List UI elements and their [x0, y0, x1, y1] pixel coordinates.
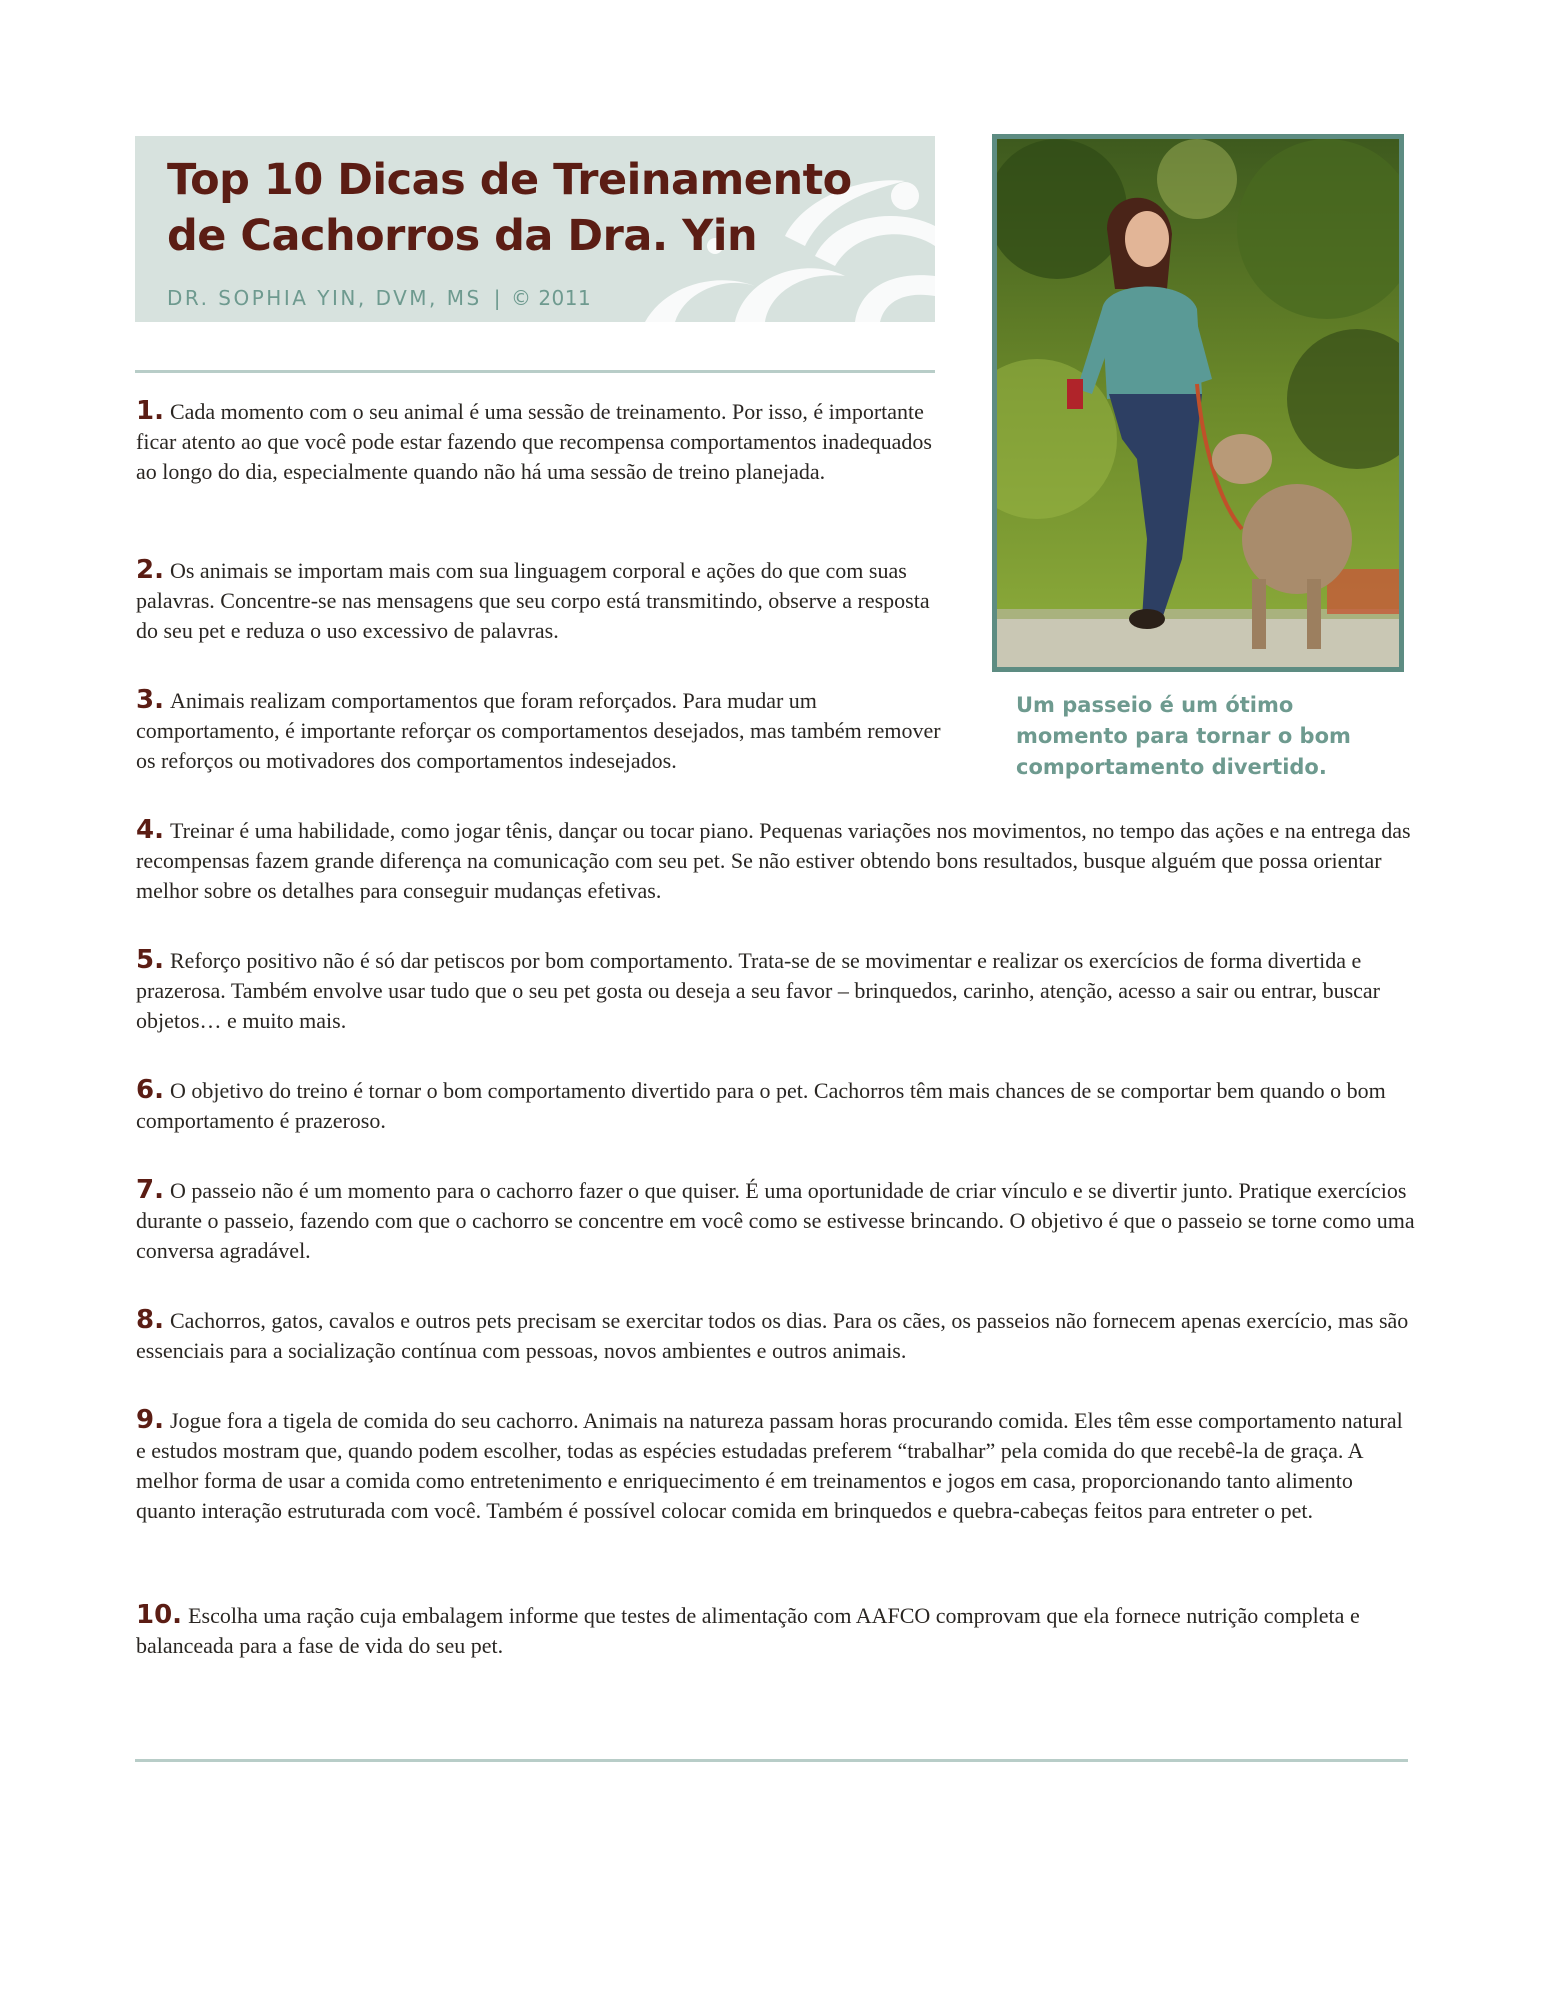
tip-text: Reforço positivo não é só dar petiscos por bom comportamento. Trata-se de se movimentar e realizar os exercícios de forma divertida e prazerosa. Também envolve usar tudo que o seu pet gosta ou deseja a seu favor – brinquedos, carinho, atenção, acesso a sair ou entrar, buscar objetos… e muito mais. — [136, 948, 1380, 1033]
header-banner — [135, 136, 935, 322]
tip-text: O objetivo do treino é tornar o bom comportamento divertido para o pet. Cachorros têm mais chances de se comportar bem quando o bom comportamento é prazeroso. — [136, 1078, 1386, 1133]
photo-caption: Um passeio é um ótimo momento para tornar o bom comportamento divertido. — [1016, 693, 1351, 779]
author-name: DR. SOPHIA YIN, DVM, MS — [167, 286, 482, 310]
bottom-divider — [135, 1759, 1408, 1762]
photo-illustration — [997, 139, 1399, 667]
tip-4 — [136, 815, 1416, 906]
tip-number: 7. — [136, 1175, 164, 1205]
tip-number: 1. — [136, 396, 164, 426]
tip-8 — [136, 1305, 1416, 1366]
tip-text: Cachorros, gatos, cavalos e outros pets precisam se exercitar todos os dias. Para os cães, os passeios não fornecem apenas exercício, mas são essenciais para a socialização contínua com pessoas, novos ambientes e outros animais. — [136, 1308, 1409, 1363]
tip-number: 6. — [136, 1075, 164, 1105]
tip-number: 2. — [136, 555, 164, 585]
tip-text: Os animais se importam mais com sua linguagem corporal e ações do que com suas palavras. Concentre-se nas mensagens que seu corpo está transmitindo, observe a resposta do seu pet e reduza o uso excessivo de palavras. — [136, 558, 930, 643]
page-title: Top 10 Dicas de Treinamento de Cachorros da Dra. Yin — [167, 155, 852, 261]
tip-3 — [136, 685, 956, 776]
tip-text: O passeio não é um momento para o cachorro fazer o que quiser. É uma oportunidade de criar vínculo e se divertir junto. Pratique exercícios durante o passeio, fazendo com que o cachorro se concentre em você como se estivesse brincando. O objetivo é que o passeio se torne como uma conversa agradável. — [136, 1178, 1415, 1263]
tip-number: 10. — [136, 1600, 183, 1630]
tip-number: 3. — [136, 685, 164, 715]
tip-text: Animais realizam comportamentos que foram reforçados. Para mudar um comportamento, é importante reforçar os comportamentos desejados, mas também remover os reforços ou motivadores dos comportamentos indesejados. — [136, 688, 941, 773]
tip-text: Treinar é uma habilidade, como jogar tênis, dançar ou tocar piano. Pequenas variações nos movimentos, no tempo das ações e na entrega das recompensas fazem grande diferença na comunicação com seu pet. Se não estiver obtendo bons resultados, busque alguém que possa orientar melhor sobre os detalhes para conseguir mudanças efetivas. — [136, 818, 1411, 903]
byline — [167, 286, 591, 310]
tip-5 — [136, 945, 1416, 1036]
photo-woman-walking-dog — [992, 134, 1404, 672]
tip-6 — [136, 1075, 1416, 1136]
tip-10 — [136, 1600, 1416, 1661]
tip-number: 5. — [136, 945, 164, 975]
tip-1 — [136, 396, 956, 487]
tip-9 — [136, 1405, 1416, 1526]
tip-text: Escolha uma ração cuja embalagem informe que testes de alimentação com AAFCO comprovam que ela fornece nutrição completa e balanceada para a fase de vida do seu pet. — [136, 1603, 1360, 1658]
tip-7 — [136, 1175, 1416, 1266]
tip-number: 8. — [136, 1305, 164, 1335]
tip-number: 9. — [136, 1405, 164, 1435]
tip-text: Jogue fora a tigela de comida do seu cachorro. Animais na natureza passam horas procurando comida. Eles têm esse comportamento natural e estudos mostram que, quando podem escolher, todas as espécies estudadas preferem “trabalhar” pela comida do que recebê-la de graça. A melhor forma de usar a comida como entretenimento e enriquecimento é em treinamentos e jogos em casa, proporcionando tanto alimento quanto interação estruturada com você. Também é possível colocar comida em brinquedos e quebra-cabeças feitos para entreter o pet. — [136, 1408, 1403, 1523]
tip-number: 4. — [136, 815, 164, 845]
byline-separator: | — [493, 286, 503, 310]
tip-2 — [136, 555, 956, 646]
tip-text: Cada momento com o seu animal é uma sessão de treinamento. Por isso, é importante ficar atento ao que você pode estar fazendo que recompensa comportamentos inadequados ao longo do dia, especialmente quando não há uma sessão de treino planejada. — [136, 399, 932, 484]
copyright-notice: © 2011 — [510, 286, 592, 310]
top-divider — [135, 370, 935, 373]
